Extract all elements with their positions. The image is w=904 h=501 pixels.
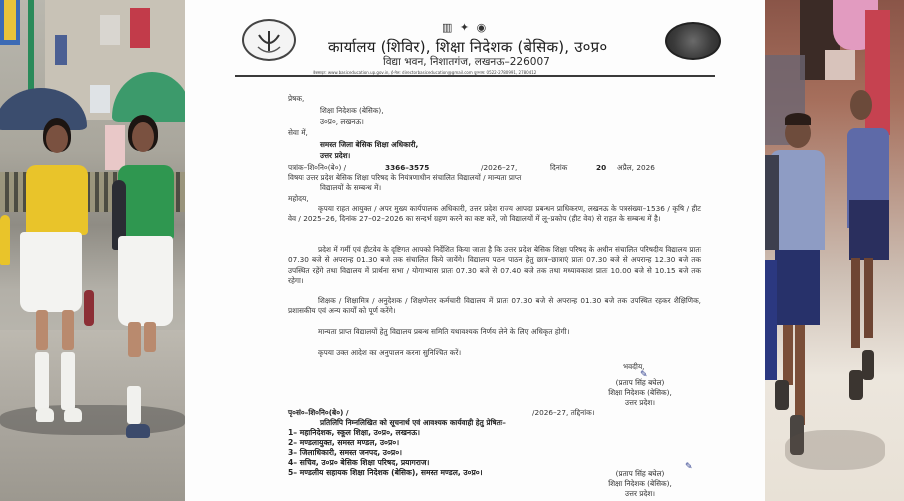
navy-shorts: [849, 200, 889, 260]
banner: [825, 50, 855, 80]
body-paragraph-1: कृपया राहत आयुक्त / अपर मुख्य कार्यपालक अधिकारी, उत्तर प्रदेश राज्य आपदा प्रबन्धन प्राधिकरण, लखनऊ के पत्रसंख्या–1536 / कृषि / हीट वेव / 2025–26, दिनांक 27–02–2026 का सन्दर्भ ग्रहण करने का कष्ट करें, जो विद्यालयों में लू–प्रकोप (हीट वेव) से राहत के सम्बन्ध में है।: [288, 204, 701, 224]
shop-sign: [130, 8, 150, 48]
contact-line: वेबसाइट: www.basiceducation.up.gov.in, ई-मेल: directorbasiceducation@gmail.com दूरभाष: 0522-2780991, 2780412: [313, 70, 537, 75]
date-label: दिनांक: [550, 163, 568, 172]
shoe: [36, 408, 54, 422]
subject-line2: विद्यालयों के सम्बन्ध में।: [320, 183, 382, 192]
red-uniform-person: [865, 10, 890, 135]
copy-intro: प्रतिलिपि निम्नलिखित को सूचनार्थ एवं आवश्यक कार्यवाही हेतु प्रेषितः–: [320, 418, 506, 427]
shop-sign: [90, 85, 110, 113]
leg: [128, 322, 141, 357]
pole: [28, 0, 34, 90]
sender-line2: उ०प्र०, लखनऊ।: [320, 117, 364, 126]
salutation: महोदय,: [288, 194, 309, 203]
leg: [62, 310, 74, 350]
right-photo-schoolchildren: [765, 0, 904, 501]
reference-prefix: पत्रांक–शि०नि०(बे०) /: [288, 163, 347, 172]
shadow: [0, 405, 185, 435]
navy-shorts-partial: [765, 260, 777, 380]
leg: [36, 310, 48, 350]
signatory-title: शिक्षा निदेशक (बेसिक),: [608, 388, 672, 397]
reference-number: 3366–3575: [385, 163, 430, 172]
body-paragraph-4: मान्यता प्राप्त विद्यालयों हेतु विद्यालय प्रबन्ध समिति यथावश्यक निर्णय लेने के लिए अधिकृत होगी।: [318, 327, 570, 336]
sender-label: प्रेषक,: [288, 94, 305, 103]
boy-hair: [785, 113, 811, 125]
school-bag: [765, 155, 779, 250]
signatory-state: उत्तर प्रदेश।: [624, 398, 656, 407]
circular-document: [185, 0, 765, 501]
date-day: 20: [596, 163, 607, 172]
copy-list-item: 2– मण्डलायुक्त, समस्त मण्डल, उ०प्र०।: [288, 438, 400, 447]
green-shirt: [118, 165, 174, 240]
office-title: कार्यालय (शिविर), शिक्षा निदेशक (बेसिक), उ०प्र०: [328, 38, 608, 56]
left-photo-schoolgirls-umbrellas: [0, 0, 185, 501]
up-government-emblem-icon: [242, 19, 296, 61]
body-paragraph-3: शिक्षक / शिक्षामित्र / अनुदेशक / शिक्षणेत्तर कर्मचारी विद्यालय में प्रातः 07.30 बजे से अपरान्ह 01.30 बजे तक उपस्थित रहकर शैक्षिणिक, प्रशासकीय एवं अन्य कार्यों को पूर्ण करेंगे।: [288, 296, 701, 316]
shop-sign: [55, 35, 67, 65]
shop-sign: [105, 125, 125, 170]
signatory-title-2: शिक्षा निदेशक (बेसिक),: [608, 479, 672, 488]
leg: [783, 325, 793, 385]
billboard: [4, 0, 16, 40]
reference-session: /2026–27,: [481, 163, 518, 172]
white-skirt: [118, 236, 173, 326]
closing: भवदीय,: [623, 362, 645, 371]
face: [132, 122, 154, 152]
body-paragraph-5: कृपया उक्त आदेश का अनुपालन करना सुनिश्चित करें।: [318, 348, 462, 357]
date-month-year: अप्रैल, 2026: [617, 163, 655, 172]
shadow: [785, 430, 885, 470]
copy-ref-prefix: पृ०सं०–शि०नि०(बे०) /: [288, 408, 349, 417]
shoe: [126, 424, 150, 438]
recipient-label: सेवा में,: [288, 128, 308, 137]
copy-list-item: 4– सचिव, उ०प्र० बेसिक शिक्षा परिषद, प्रयागराज।: [288, 458, 430, 467]
copy-list-item: 3– जिलाधिकारी, समस्त जनपद, उ०प्र०।: [288, 448, 403, 457]
leg: [851, 258, 860, 348]
signature-mark-2: ✎: [685, 462, 693, 472]
leg: [864, 258, 873, 338]
basic-education-logo-icon: [665, 22, 721, 60]
shoe: [849, 370, 863, 400]
header-divider: [235, 75, 715, 77]
copy-list-item: 1– महानिदेशक, स्कूल शिक्षा, उ०प्र०, लखनऊ।: [288, 428, 420, 437]
signatory-name-2: (प्रताप सिंह बघेल): [615, 469, 665, 478]
campaign-logos-icon: ▥ ✦ ◉: [442, 21, 489, 34]
signatory-state-2: उत्तर प्रदेश।: [624, 489, 656, 498]
shoe: [775, 380, 789, 410]
boy-face: [850, 90, 872, 120]
face: [46, 125, 68, 153]
shoe: [64, 408, 82, 422]
sender-line1: शिक्षा निदेशक (बेसिक),: [320, 106, 384, 115]
recipient-line2: उत्तर प्रदेश।: [320, 151, 351, 160]
copy-list-item: 5– मण्डलीय सहायक शिक्षा निदेशक (बेसिक), समस्त मण्डल, उ०प्र०।: [288, 468, 483, 477]
white-sock: [61, 352, 75, 410]
copy-ref-suffix: /2026–27, तद्दिनांक।: [532, 408, 595, 417]
white-skirt: [20, 232, 82, 312]
emblem-graphic: [244, 21, 294, 59]
navy-shorts: [775, 250, 820, 325]
signature-mark: ✎: [640, 370, 648, 380]
shoe: [862, 350, 874, 380]
yellow-shirt: [26, 165, 88, 235]
white-sock: [127, 386, 141, 424]
subject-line1: विषयः उत्तर प्रदेश बेसिक शिक्षा परिषद के नियंत्रणाधीन संचालित विद्यालयों / मान्यता प्राप्त: [288, 173, 522, 182]
white-sock: [35, 352, 49, 410]
recipient-line1: समस्त जिला बेसिक शिक्षा अधिकारी,: [320, 140, 419, 149]
leg: [144, 322, 156, 352]
signatory-name: (प्रताप सिंह बघेल): [615, 378, 665, 387]
shop-sign: [100, 15, 120, 45]
yellow-shirt-partial: [0, 215, 10, 265]
office-address: विद्या भवन, निशातगंज, लखनऊ–226007: [383, 56, 550, 68]
bottle-pouch: [84, 290, 94, 326]
body-paragraph-2: प्रदेश में गर्मी एवं हीटवेव के दृष्टिगत आपको निर्देशित किया जाता है कि उत्तर प्रदेश बेसिक शिक्षा परिषद के अधीन संचालित परिषदीय विद्यालय प्रातः 07.30 बजे से अपरान्ह 01.30 बजे तक संचालित किये जायेंगे। विद्यालय पठन पाठन हेतु छात्र–छात्राएं प्रातः 07.30 बजे से अपरान्ह 12.30 बजे तक उपस्थित रहेंगे तथा विद्यालय में प्रार्थना सभा / योगाभ्यास प्रातः 07.30 बजे से 07.40 बजे तक तथा मध्यावकाश प्रातः 10.00 बजे से 10.15 बजे तक रहेगा।: [288, 245, 701, 286]
leg: [795, 325, 805, 425]
